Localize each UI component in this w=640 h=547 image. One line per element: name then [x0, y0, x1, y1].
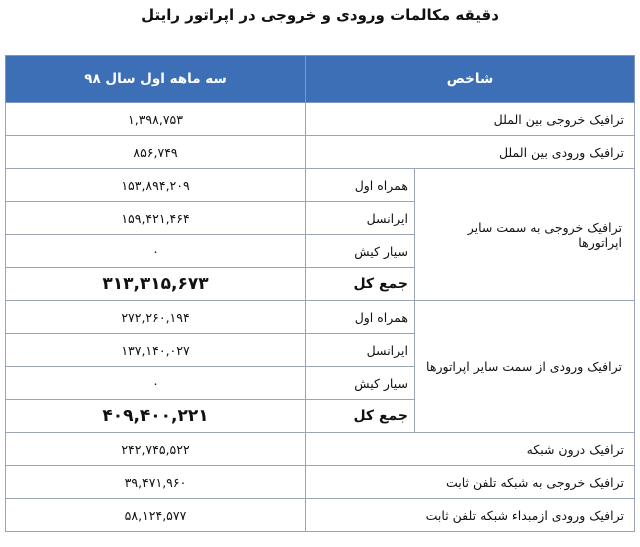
cell-sublabel: همراه اول	[306, 301, 415, 334]
cell-label: ترافیک خروجی به شبکه تلفن ثابت	[306, 466, 635, 499]
column-header-value: سه ماهه اول سال ۹۸	[6, 56, 306, 103]
column-header-indicator: شاخص	[306, 56, 635, 103]
table-row	[6, 466, 635, 499]
table-row	[6, 136, 635, 169]
table-row	[6, 301, 635, 334]
traffic-table	[5, 55, 635, 532]
cell-total-value: ۳۱۳,۳۱۵,۶۷۳	[6, 268, 306, 301]
cell-value: ۲۴۲,۷۴۵,۵۲۲	[6, 433, 306, 466]
cell-label: ترافیک ورودی بین الملل	[306, 136, 635, 169]
cell-value: ۰	[6, 235, 306, 268]
cell-total-value: ۴۰۹,۴۰۰,۲۲۱	[6, 400, 306, 433]
cell-value: ۸۵۶,۷۴۹	[6, 136, 306, 169]
cell-value: ۳۹,۴۷۱,۹۶۰	[6, 466, 306, 499]
cell-total-label: جمع کل	[306, 400, 415, 433]
cell-sublabel: ایرانسل	[306, 334, 415, 367]
cell-value: ۱,۳۹۸,۷۵۳	[6, 103, 306, 136]
cell-total-label: جمع کل	[306, 268, 415, 301]
cell-value: ۱۵۳,۸۹۴,۲۰۹	[6, 169, 306, 202]
table-header-row	[6, 56, 635, 103]
cell-value: ۱۳۷,۱۴۰,۰۲۷	[6, 334, 306, 367]
cell-label: ترافیک درون شبکه	[306, 433, 635, 466]
group-label-incoming: ترافیک ورودی از سمت سایر اپراتورها	[415, 301, 635, 433]
cell-sublabel: سیار کیش	[306, 235, 415, 268]
table-row	[6, 103, 635, 136]
cell-sublabel: ایرانسل	[306, 202, 415, 235]
cell-sublabel: سیار کیش	[306, 367, 415, 400]
group-label-outgoing: ترافیک خروجی به سمت سایر اپراتورها	[415, 169, 635, 301]
table-row	[6, 169, 635, 202]
cell-value: ۰	[6, 367, 306, 400]
cell-value: ۵۸,۱۲۴,۵۷۷	[6, 499, 306, 532]
cell-value: ۱۵۹,۴۲۱,۴۶۴	[6, 202, 306, 235]
table-row	[6, 433, 635, 466]
cell-label: ترافیک ورودی ازمبداء شبکه تلفن ثابت	[306, 499, 635, 532]
cell-value: ۲۷۲,۲۶۰,۱۹۴	[6, 301, 306, 334]
cell-sublabel: همراه اول	[306, 169, 415, 202]
page-title: دقیقه مکالمات ورودی و خروجی در اپراتور رایتل	[141, 6, 499, 24]
cell-label: ترافیک خروجی بین الملل	[306, 103, 635, 136]
table-row	[6, 499, 635, 532]
